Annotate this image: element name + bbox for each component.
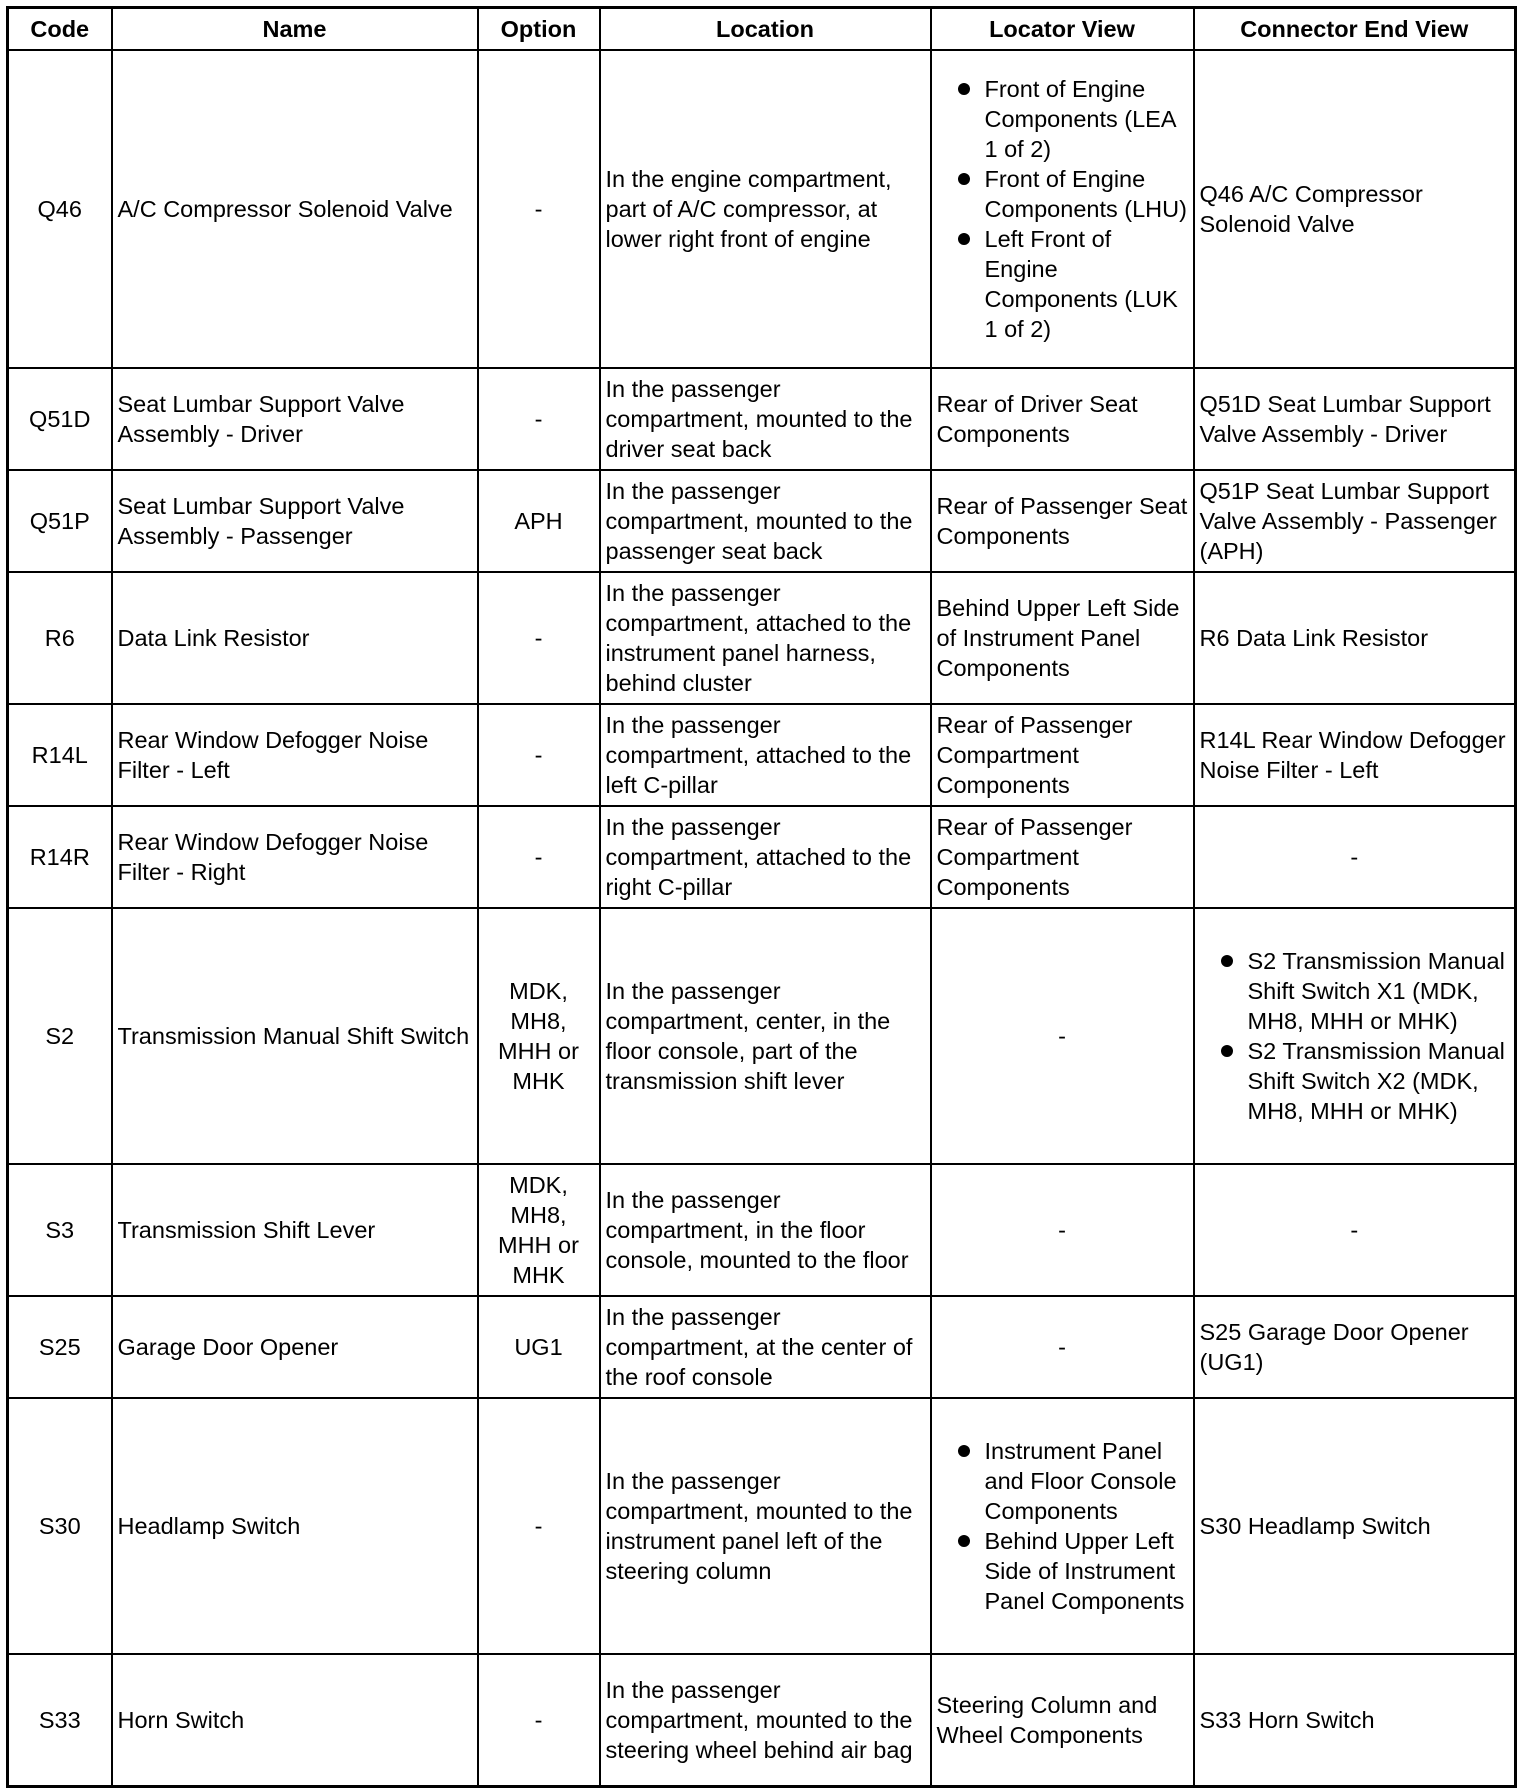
table-row [8,470,1516,572]
list-item: Left Front of Engine Components (LUK 1 of 2) [937,224,1188,344]
cell-code: Q51P [8,470,112,572]
cell-code: R14L [8,704,112,806]
cell-locator-view: - [931,908,1194,1164]
cell-option: - [478,572,600,704]
cell-option: - [478,50,600,368]
cell-option: - [478,1654,600,1786]
cell-connector-end-view: Q51D Seat Lumbar Support Valve Assembly - Driver [1194,368,1516,470]
header-location: Location [600,8,931,51]
cell-code: S3 [8,1164,112,1296]
table-row [8,1398,1516,1654]
list-item: S2 Transmission Manual Shift Switch X2 (MDK, MH8, MHH or MHK) [1200,1036,1510,1126]
cell-location: In the passenger compartment, attached to the left C-pillar [600,704,931,806]
cell-name: Seat Lumbar Support Valve Assembly - Passenger [112,470,478,572]
cell-location: In the engine compartment, part of A/C compressor, at lower right front of engine [600,50,931,368]
cell-location: In the passenger compartment, center, in the floor console, part of the transmission shift lever [600,908,931,1164]
cell-code: Q46 [8,50,112,368]
table-row [8,1296,1516,1398]
cell-connector-end-view: Q51P Seat Lumbar Support Valve Assembly - Passenger (APH) [1194,470,1516,572]
cell-name: Rear Window Defogger Noise Filter - Right [112,806,478,908]
cell-name: Seat Lumbar Support Valve Assembly - Driver [112,368,478,470]
component-locator-page [6,6,1514,1786]
cell-name: Data Link Resistor [112,572,478,704]
cell-option: MDK, MH8, MHH or MHK [478,1164,600,1296]
cell-name: Transmission Shift Lever [112,1164,478,1296]
cell-locator-view: Rear of Passenger Seat Components [931,470,1194,572]
table-row [8,1164,1516,1296]
cell-code: S2 [8,908,112,1164]
cell-name: Garage Door Opener [112,1296,478,1398]
table-row [8,1654,1516,1786]
table-row [8,806,1516,908]
cell-location: In the passenger compartment, mounted to the steering wheel behind air bag [600,1654,931,1786]
header-locator-view: Locator View [931,8,1194,51]
cell-locator-view [931,1398,1194,1654]
cell-locator-view: Behind Upper Left Side of Instrument Panel Components [931,572,1194,704]
table-row [8,572,1516,704]
table-row [8,704,1516,806]
cell-code: Q51D [8,368,112,470]
list-item: Front of Engine Components (LHU) [937,164,1188,224]
list-item: Front of Engine Components (LEA 1 of 2) [937,74,1188,164]
cell-name: Headlamp Switch [112,1398,478,1654]
cell-option: UG1 [478,1296,600,1398]
locator-list [937,1436,1188,1616]
cell-option: - [478,806,600,908]
locator-list [937,74,1188,344]
table-row [8,50,1516,368]
cell-option: MDK, MH8, MHH or MHK [478,908,600,1164]
header-name: Name [112,8,478,51]
component-locator-table [6,6,1517,1788]
cell-locator-view: - [931,1296,1194,1398]
cell-location: In the passenger compartment, attached to the instrument panel harness, behind cluster [600,572,931,704]
cell-connector-end-view: - [1194,806,1516,908]
cell-option: APH [478,470,600,572]
header-row [8,8,1516,51]
cell-connector-end-view [1194,908,1516,1164]
cell-connector-end-view: S33 Horn Switch [1194,1654,1516,1786]
cell-locator-view: Rear of Passenger Compartment Components [931,806,1194,908]
cell-name: A/C Compressor Solenoid Valve [112,50,478,368]
table-row [8,368,1516,470]
cell-locator-view: Rear of Passenger Compartment Components [931,704,1194,806]
cell-locator-view: Steering Column and Wheel Components [931,1654,1194,1786]
cell-code: S33 [8,1654,112,1786]
cell-code: S30 [8,1398,112,1654]
cell-connector-end-view: S30 Headlamp Switch [1194,1398,1516,1654]
cell-option: - [478,1398,600,1654]
cell-connector-end-view: R14L Rear Window Defogger Noise Filter - Left [1194,704,1516,806]
cell-location: In the passenger compartment, attached to the right C-pillar [600,806,931,908]
header-connector-end-view: Connector End View [1194,8,1516,51]
cell-location: In the passenger compartment, mounted to the driver seat back [600,368,931,470]
cell-locator-view [931,50,1194,368]
cell-code: R6 [8,572,112,704]
cell-option: - [478,368,600,470]
cell-locator-view: Rear of Driver Seat Components [931,368,1194,470]
cell-connector-end-view: S25 Garage Door Opener (UG1) [1194,1296,1516,1398]
cell-connector-end-view: R6 Data Link Resistor [1194,572,1516,704]
cell-location: In the passenger compartment, at the center of the roof console [600,1296,931,1398]
list-item: Behind Upper Left Side of Instrument Panel Components [937,1526,1188,1616]
cell-code: S25 [8,1296,112,1398]
cell-name: Rear Window Defogger Noise Filter - Left [112,704,478,806]
cell-connector-end-view: Q46 A/C Compressor Solenoid Valve [1194,50,1516,368]
list-item: Instrument Panel and Floor Console Components [937,1436,1188,1526]
header-code: Code [8,8,112,51]
cell-name: Horn Switch [112,1654,478,1786]
table-row [8,908,1516,1164]
header-option: Option [478,8,600,51]
cell-location: In the passenger compartment, mounted to the instrument panel left of the steering column [600,1398,931,1654]
cell-code: R14R [8,806,112,908]
cell-location: In the passenger compartment, mounted to the passenger seat back [600,470,931,572]
connector-list [1200,946,1510,1126]
cell-name: Transmission Manual Shift Switch [112,908,478,1164]
cell-locator-view: - [931,1164,1194,1296]
cell-connector-end-view: - [1194,1164,1516,1296]
cell-location: In the passenger compartment, in the floor console, mounted to the floor [600,1164,931,1296]
cell-option: - [478,704,600,806]
list-item: S2 Transmission Manual Shift Switch X1 (MDK, MH8, MHH or MHK) [1200,946,1510,1036]
